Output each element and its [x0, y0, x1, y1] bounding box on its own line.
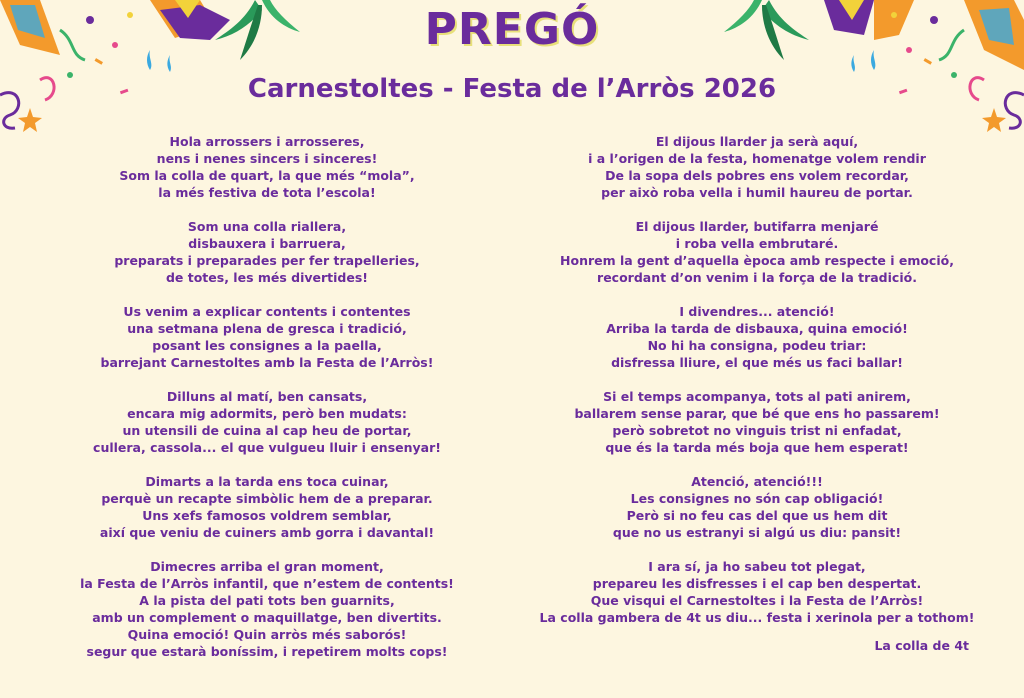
- poem-line: I divendres... atenció!: [679, 304, 835, 319]
- poem-line: Però si no feu cas del que us hem dit: [626, 508, 888, 523]
- poem-line: La colla gambera de 4t us diu... festa i xerinola per a tothom!: [539, 610, 975, 625]
- poem-line: prepareu les disfresses i el cap ben despertat.: [592, 576, 922, 591]
- poem-line: Si el temps acompanya, tots al pati anirem,: [603, 389, 911, 404]
- poem-line: així que veniu de cuiners amb gorra i davantal!: [99, 525, 435, 540]
- poem-line: barrejant Carnestoltes amb la Festa de l’Arròs!: [100, 355, 434, 370]
- poem-line: Som la colla de quart, la que més “mola”,: [119, 168, 415, 183]
- stanza: [37, 303, 497, 371]
- poem-line: Som una colla riallera,: [187, 219, 347, 234]
- poem-line: A la pista del pati tots ben guarnits,: [139, 593, 395, 608]
- poem-line: segur que estarà boníssim, i repetirem molts cops!: [86, 644, 448, 659]
- poem-line: i a l’origen de la festa, homenatge volem rendir: [588, 151, 926, 166]
- poem-line: Hola arrossers i arrosseres,: [169, 134, 365, 149]
- poem-line: No hi ha consigna, podeu triar:: [647, 338, 867, 353]
- stanza: [37, 218, 497, 286]
- poem-line: nens i nenes sincers i sinceres!: [156, 151, 378, 166]
- poem-line: recordant d’on venim i la força de la tradició.: [597, 270, 917, 285]
- poem-line: Us venim a explicar contents i contentes: [123, 304, 411, 319]
- poem-line: encara mig adormits, però ben mudats:: [127, 406, 407, 421]
- poem-line: de totes, les més divertides!: [165, 270, 369, 285]
- poem-line: però sobretot no vinguis trist ni enfadat,: [612, 423, 902, 438]
- poem-line: disbauxera i barruera,: [188, 236, 346, 251]
- poem-line: preparats i preparades per fer trapelleries,: [114, 253, 420, 268]
- poem-line: que no us estranyi si algú us diu: pansit!: [612, 525, 902, 540]
- poem-line: Honrem la gent d’aquella època amb respecte i emoció,: [560, 253, 954, 268]
- stanza: [527, 218, 987, 286]
- poem-line: perquè un recapte simbòlic hem de a preparar.: [101, 491, 433, 506]
- poem-line: cullera, cassola... el que vulgueu lluir i ensenyar!: [93, 440, 441, 455]
- stanza: [37, 133, 497, 201]
- poem-line: Que visqui el Carnestoltes i la Festa de l’Arròs!: [590, 593, 924, 608]
- poem-line: la Festa de l’Arròs infantil, que n’estem de contents!: [80, 576, 454, 591]
- poem-line: posant les consignes a la paella,: [152, 338, 382, 353]
- poem-line: El dijous llarder, butifarra menjaré: [635, 219, 879, 234]
- poem-line: amb un complement o maquillatge, ben divertits.: [92, 610, 442, 625]
- poem-line: per això roba vella i humil haureu de portar.: [601, 185, 913, 200]
- stanza: [527, 133, 987, 201]
- poem-line: que és la tarda més boja que hem esperat!: [605, 440, 909, 455]
- poem-line: un utensili de cuina al cap heu de portar,: [122, 423, 412, 438]
- poem-line: Atenció, atenció!!!: [691, 474, 823, 489]
- poem-line: De la sopa dels pobres ens volem recordar,: [605, 168, 909, 183]
- signature: La colla de 4t: [874, 638, 969, 653]
- stanza: [527, 388, 987, 456]
- poem-column-right: [527, 133, 987, 643]
- star-icon: [982, 108, 1006, 132]
- poem-line: El dijous llarder ja serà aquí,: [655, 134, 859, 149]
- page-title: PREGÓ: [424, 4, 600, 55]
- poem-line: disfressa lliure, el que més us faci ballar!: [611, 355, 903, 370]
- poem-line: Dimarts a la tarda ens toca cuinar,: [145, 474, 389, 489]
- poem-line: i roba vella embrutaré.: [675, 236, 839, 251]
- poem-line: Quina emoció! Quin arròs més saborós!: [127, 627, 407, 642]
- poem-line: ballarem sense parar, que bé que ens ho passarem!: [574, 406, 940, 421]
- stanza: [527, 473, 987, 541]
- poem-column-left: [37, 133, 497, 677]
- poem-line: Les consignes no són cap obligació!: [630, 491, 884, 506]
- stanza: [37, 473, 497, 541]
- stanza: [37, 558, 497, 660]
- poem-line: Arriba la tarda de disbauxa, quina emoció!: [606, 321, 908, 336]
- star-icon: [18, 108, 42, 132]
- poem-line: Dilluns al matí, ben cansats,: [166, 389, 368, 404]
- poem-line: I ara sí, ja ho sabeu tot plegat,: [648, 559, 866, 574]
- page-subtitle: Carnestoltes - Festa de l’Arròs 2026: [247, 74, 777, 104]
- stanza: [527, 303, 987, 371]
- stanza: [527, 558, 987, 626]
- stanza: [37, 388, 497, 456]
- poem-line: la més festiva de tota l’escola!: [158, 185, 376, 200]
- poem-line: Dimecres arriba el gran moment,: [150, 559, 384, 574]
- poem-line: Uns xefs famosos voldrem semblar,: [142, 508, 392, 523]
- poem-line: una setmana plena de gresca i tradició,: [127, 321, 407, 336]
